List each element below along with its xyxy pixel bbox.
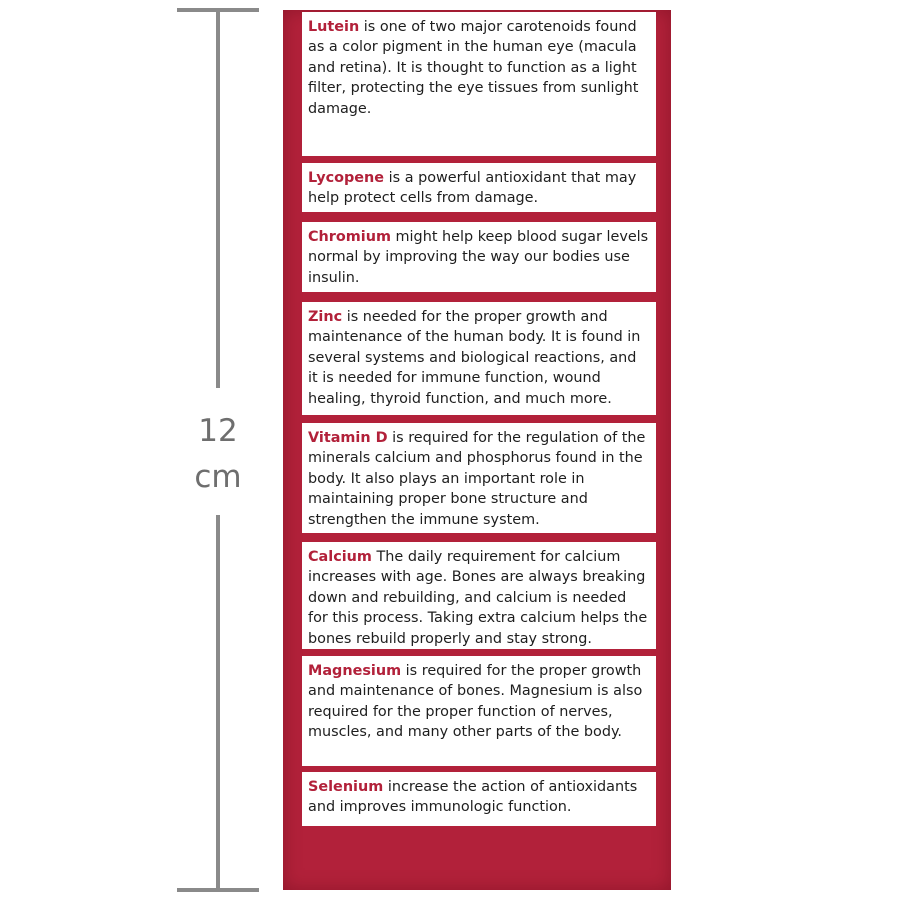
nutrient-name: Selenium (308, 779, 384, 795)
nutrient-description: is one of two major carotenoids found as a color pigment in the human eye (macula and retina). It is thought to function as a light filter, protecting the eye tissues from sunlight damage. (308, 19, 639, 117)
info-panel-calcium (302, 542, 656, 649)
nutrient-name: Lutein (308, 19, 360, 35)
size-ruler (0, 0, 270, 900)
nutrient-description: increase the action of antioxidants and improves immunologic function. (308, 779, 638, 816)
ruler-line-upper (216, 10, 220, 388)
info-panel-vitamin-d (302, 423, 656, 533)
nutrient-description: is required for the regulation of the minerals calcium and phosphorus found in the body. It also plays an important role in maintaining proper bone structure and strengthen the immune system. (308, 430, 646, 528)
info-panel-chromium (302, 222, 656, 292)
info-panel-lycopene (302, 163, 656, 212)
info-panel-selenium (302, 772, 656, 826)
info-panel-lutein (302, 12, 656, 156)
nutrient-description: is needed for the proper growth and maintenance of the human body. It is found in several systems and biological reactions, and it is needed for immune function, wound healing, thyroid function, and much more. (308, 309, 641, 407)
nutrient-description: is a powerful antioxidant that may help protect cells from damage. (308, 170, 637, 207)
ruler-value: 12 (198, 413, 238, 449)
nutrient-description: The daily requirement for calcium increases with age. Bones are always breaking down and rebuilding, and calcium is needed for this process. Taking extra calcium helps the bones rebuild properly and stay strong. (308, 549, 648, 647)
nutrient-name: Zinc (308, 309, 343, 325)
nutrient-name: Magnesium (308, 663, 402, 679)
nutrient-name: Calcium (308, 549, 372, 565)
nutrient-description: might help keep blood sugar levels normal by improving the way our bodies use insulin. (308, 229, 649, 286)
nutrient-description: is required for the proper growth and maintenance of bones. Magnesium is also required for the proper function of nerves, muscles, and many other parts of the body. (308, 663, 643, 741)
nutrient-name: Vitamin D (308, 430, 388, 446)
info-panel-magnesium (302, 656, 656, 766)
info-panel-zinc (302, 302, 656, 415)
ruler-bottom-tick (177, 888, 259, 892)
nutrient-name: Lycopene (308, 170, 385, 186)
ruler-line-lower (216, 515, 220, 890)
ruler-label (180, 408, 256, 500)
ruler-unit: cm (194, 459, 242, 495)
nutrient-name: Chromium (308, 229, 391, 245)
